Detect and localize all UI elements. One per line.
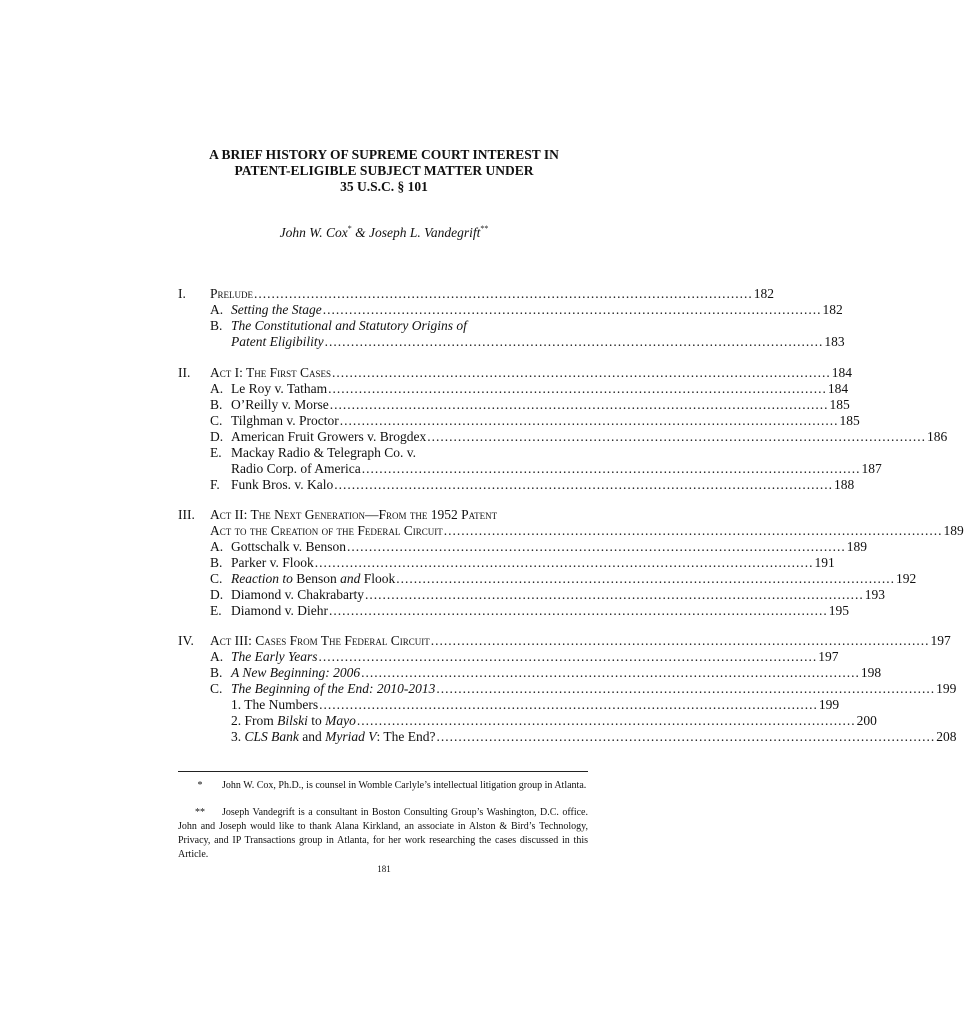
toc-page-number: 187 — [861, 461, 882, 476]
toc-entry — [178, 665, 882, 681]
toc-entry — [178, 365, 853, 381]
toc-page-number: 192 — [896, 571, 917, 586]
toc-entry — [178, 697, 840, 713]
toc-entry-title: American Fruit Growers v. Brogdex — [231, 429, 427, 444]
toc-entry-title: Gottschalk v. Benson — [231, 539, 346, 554]
footnote — [178, 779, 588, 793]
footnote-text: John W. Cox, Ph.D., is counsel in Womble Carlyle’s intellectual litigation group in Atlanta. — [222, 780, 587, 791]
toc-entry-title — [231, 729, 436, 745]
toc-entry-title: Funk Bros. v. Kalo — [231, 477, 334, 492]
toc-page-number: 191 — [814, 555, 835, 570]
toc-entry — [178, 681, 957, 697]
toc-page-number: 184 — [827, 381, 849, 396]
toc-entry-title: Prelude — [210, 286, 254, 301]
toc-entry — [178, 334, 845, 350]
toc-page-number: 184 — [831, 365, 853, 380]
dot-leader: .................................................................................................................. — [318, 649, 818, 664]
dot-leader: .................................................................................................................. — [328, 381, 827, 396]
author-connector: & — [351, 225, 369, 240]
subsection-letter: C. — [210, 413, 223, 428]
title-fragment: and — [298, 729, 326, 744]
footnote-marker: * — [347, 224, 352, 233]
toc-page-number: 182 — [753, 286, 775, 301]
title-fragment: Myriad V — [325, 729, 377, 744]
toc-entry-title: Le Roy v. Tatham — [231, 381, 328, 396]
toc-entry-title: A New Beginning: 2006 — [231, 665, 361, 680]
title-fragment: Flook — [360, 571, 396, 586]
toc-page-number: 189 — [943, 523, 964, 538]
footnote-text: Joseph Vandegrift is a consultant in Boston Consulting Group’s Washington, D.C. office. John and Joseph would like to thank Alana Kirkland, an associate in Alston & Bird’s Technology, Privacy, and IP Transactions group in Atlanta, for her work researching the cases discussed in this Article. — [178, 807, 588, 860]
title-fragment: Bilski — [277, 713, 308, 728]
footnote-marker: * — [197, 780, 203, 791]
toc-entry-title: Patent Eligibility — [231, 334, 324, 349]
subsection-letter: A. — [210, 539, 224, 554]
toc-entry-title: Act II: The Next Generation—From the 1952 Patent — [210, 507, 498, 522]
toc-entry — [178, 587, 885, 603]
toc-entry-title — [231, 571, 395, 587]
toc-page-number: 199 — [818, 697, 840, 712]
toc-entry — [178, 413, 860, 429]
dot-leader: .................................................................................................................. — [430, 633, 930, 648]
dot-leader: .................................................................................................................. — [314, 555, 814, 570]
section-number: II. — [178, 365, 191, 380]
title-fragment: : The End? — [376, 729, 436, 744]
title-line: A BRIEF HISTORY OF SUPREME COURT INTEREST IN — [209, 147, 559, 162]
title-fragment: Benson — [292, 571, 341, 586]
toc-entry-title: Act III: Cases From The Federal Circuit — [210, 633, 430, 648]
toc-page-number: 197 — [930, 633, 951, 648]
title-line: PATENT-ELIGIBLE SUBJECT MATTER UNDER — [234, 163, 534, 178]
subsection-letter: E. — [210, 603, 222, 618]
toc-entry — [178, 507, 588, 523]
author-name: Joseph L. Vandegrift — [369, 225, 481, 240]
subsection-letter: F. — [210, 477, 220, 492]
dot-leader: .................................................................................................................. — [436, 681, 936, 696]
author-name: John W. Cox — [279, 225, 348, 240]
dot-leader: .................................................................................................................. — [324, 334, 824, 349]
title-fragment: to — [307, 713, 326, 728]
dot-leader: .................................................................................................................. — [329, 397, 829, 412]
dot-leader: .................................................................................................................. — [364, 587, 864, 602]
dot-leader: .................................................................................................................. — [427, 429, 926, 444]
toc-page-number: 186 — [926, 429, 948, 444]
title-line: 35 U.S.C. § 101 — [340, 179, 428, 194]
dot-leader: .................................................................................................................. — [436, 729, 936, 744]
footnote-marker: ** — [480, 224, 489, 233]
toc-entry — [178, 445, 588, 461]
title-fragment: 3. — [231, 729, 245, 744]
toc-entry-title: Tilghman v. Proctor — [231, 413, 339, 428]
toc-entry — [178, 729, 957, 745]
dot-leader: .................................................................................................................. — [322, 302, 822, 317]
toc-entry — [178, 713, 877, 729]
dot-leader: .................................................................................................................. — [361, 665, 860, 680]
toc-entry — [178, 461, 882, 477]
subsection-letter: C. — [210, 571, 223, 586]
toc-entry-title: Act I: The First Cases — [210, 365, 332, 380]
toc-entry — [178, 381, 849, 397]
article-title — [0, 147, 768, 195]
footnote — [178, 806, 588, 862]
dot-leader: .................................................................................................................. — [347, 539, 846, 554]
toc-entry — [178, 429, 948, 445]
toc-page-number: 199 — [936, 681, 957, 696]
subsection-letter: A. — [210, 302, 224, 317]
author-line — [0, 224, 768, 241]
dot-leader: .................................................................................................................. — [356, 713, 856, 728]
toc-entry — [178, 649, 839, 665]
toc-entry-title: The Beginning of the End: 2010-2013 — [231, 681, 436, 696]
subsection-letter: B. — [210, 665, 223, 680]
toc-entry — [178, 571, 917, 587]
toc-entry — [178, 633, 951, 649]
toc-page-number: 185 — [829, 397, 850, 412]
toc-entry — [178, 318, 588, 334]
toc-entry — [178, 286, 775, 302]
toc-entry-title: Diamond v. Diehr — [231, 603, 328, 618]
toc-entry — [178, 555, 835, 571]
toc-entry — [178, 477, 855, 493]
dot-leader: .................................................................................................................. — [361, 461, 861, 476]
toc-entry-title: Diamond v. Chakrabarty — [231, 587, 364, 602]
dot-leader: .................................................................................................................. — [396, 571, 895, 586]
subsection-letter: C. — [210, 681, 223, 696]
toc-page-number: 182 — [822, 302, 843, 317]
toc-entry-title: Setting the Stage — [231, 302, 322, 317]
toc-entry — [178, 539, 867, 555]
toc-page-number: 189 — [846, 539, 867, 554]
toc-page-number: 183 — [824, 334, 845, 349]
dot-leader: .................................................................................................................. — [328, 603, 828, 618]
toc-entry-title: 1. The Numbers — [231, 697, 319, 712]
dot-leader: .................................................................................................................. — [319, 697, 818, 712]
dot-leader: .................................................................................................................. — [443, 523, 943, 538]
footnote-divider — [178, 771, 588, 772]
dot-leader: .................................................................................................................. — [339, 413, 839, 428]
toc-entry — [178, 523, 964, 539]
toc-entry — [178, 603, 849, 619]
subsection-letter: D. — [210, 587, 224, 602]
toc-entry-title: The Constitutional and Statutory Origins of — [231, 318, 467, 333]
title-fragment: CLS Bank — [244, 729, 299, 744]
page-number: 181 — [377, 864, 391, 874]
footnote-marker: ** — [195, 807, 205, 818]
section-number: IV. — [178, 633, 194, 648]
subsection-letter: A. — [210, 381, 224, 396]
subsection-letter: E. — [210, 445, 222, 460]
toc-entry-title: O’Reilly v. Morse — [231, 397, 329, 412]
dot-leader: .................................................................................................................. — [332, 365, 831, 380]
title-fragment: Reaction to — [231, 571, 293, 586]
toc-page-number: 193 — [864, 587, 885, 602]
subsection-letter: A. — [210, 649, 224, 664]
subsection-letter: D. — [210, 429, 224, 444]
toc-page-number: 188 — [834, 477, 855, 492]
toc-page-number: 185 — [839, 413, 860, 428]
dot-leader: .................................................................................................................. — [334, 477, 834, 492]
toc-page-number: 195 — [828, 603, 849, 618]
toc-entry-title: Mackay Radio & Telegraph Co. v. — [231, 445, 417, 460]
toc-page-number: 197 — [818, 649, 839, 664]
toc-entry-title: The Early Years — [231, 649, 318, 664]
section-number: I. — [178, 286, 186, 301]
toc-page-number: 200 — [856, 713, 877, 728]
toc-entry — [178, 397, 850, 413]
title-fragment: and — [340, 571, 361, 586]
toc-entry-title: Act to the Creation of the Federal Circuit — [210, 523, 443, 538]
title-fragment: Mayo — [325, 713, 356, 728]
dot-leader: .................................................................................................................. — [254, 286, 753, 301]
toc-entry-title: Radio Corp. of America — [231, 461, 361, 476]
toc-entry-title — [231, 713, 356, 729]
section-number: III. — [178, 507, 195, 522]
toc-page-number: 208 — [936, 729, 957, 744]
toc-entry — [178, 302, 843, 318]
toc-page-number: 198 — [860, 665, 882, 680]
subsection-letter: B. — [210, 318, 223, 333]
subsection-letter: B. — [210, 555, 223, 570]
toc-entry-title: Parker v. Flook — [231, 555, 314, 570]
title-fragment: 2. From — [231, 713, 278, 728]
subsection-letter: B. — [210, 397, 223, 412]
